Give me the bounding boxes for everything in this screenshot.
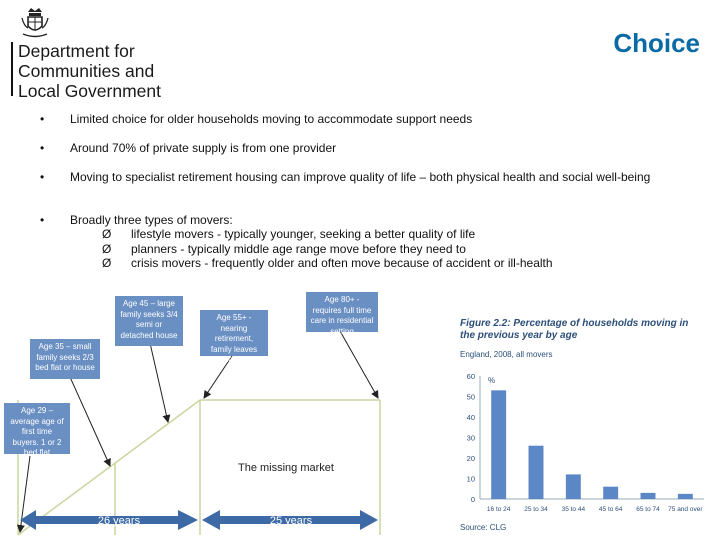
- span-label-right: 25 years: [269, 515, 313, 527]
- bullet-marker: •: [40, 112, 45, 126]
- bar: [678, 494, 693, 499]
- bar: [641, 493, 656, 499]
- y-tick-label: 50: [466, 392, 475, 402]
- org-name-line-2: Communities and: [18, 61, 155, 81]
- arrow-bullet-icon: Ø: [102, 227, 112, 241]
- sub-bullet-text: lifestyle movers - typically younger, seeking a better quality of life: [131, 227, 476, 241]
- callout-age-55: Age 55+ - nearing retirement, family leaves home: [200, 310, 268, 356]
- pointer-line: [70, 377, 110, 466]
- missing-market-label: The missing market: [238, 462, 334, 474]
- bullet-marker: •: [40, 170, 45, 184]
- royal-crest-icon: [20, 6, 50, 40]
- x-tick-label: 65 to 74: [636, 506, 660, 513]
- sub-bullet-text: crisis movers - frequently older and often move because of accident or ill-health: [131, 256, 553, 270]
- callout-age-45: Age 45 – large family seeks 3/4 semi or detached house: [115, 296, 183, 346]
- bullet-text-4: Broadly three types of movers:: [70, 213, 233, 227]
- org-name-line-1: Department for: [18, 41, 135, 61]
- chart-source: Source: CLG: [460, 523, 507, 532]
- arrow-bullet-icon: Ø: [102, 256, 112, 270]
- households-moving-bar-chart: [458, 368, 712, 520]
- callout-age-35: Age 35 – small family seeks 2/3 bed flat or house: [30, 339, 100, 379]
- x-tick-label: 35 to 44: [561, 506, 586, 513]
- y-tick-label: 10: [466, 474, 475, 484]
- pointer-line: [340, 331, 378, 398]
- bullet-text-3: Moving to specialist retirement housing can improve quality of life – both physical health and social well-being: [70, 170, 651, 184]
- y-tick-label: 40: [466, 413, 475, 422]
- x-tick-label: 25 to 34: [524, 506, 548, 513]
- org-name-line-3: Local Government: [18, 81, 161, 101]
- sub-bullet-1: [102, 227, 475, 242]
- bullet-marker: •: [40, 141, 45, 155]
- y-tick-label: 60: [466, 372, 475, 381]
- slide-title: Choice: [613, 28, 700, 58]
- bar: [491, 390, 506, 499]
- bullet-text-1: Limited choice for older households moving to accommodate support needs: [70, 112, 473, 126]
- bar: [529, 446, 544, 499]
- x-tick-label: 45 to 64: [598, 506, 623, 513]
- chart-title: Figure 2.2: Percentage of households moving in the previous year by age: [460, 318, 689, 341]
- x-tick-label: 16 to 24: [486, 506, 511, 513]
- y-tick-label: 30: [466, 433, 475, 443]
- sub-bullet-text: planners - typically middle age range move before they need to: [131, 241, 466, 256]
- bullet-marker: •: [40, 213, 45, 227]
- sub-bullet-2: [102, 242, 466, 257]
- y-tick-label: 20: [466, 454, 475, 463]
- chart-subtitle: England, 2008, all movers: [460, 350, 553, 359]
- bullet-text-2: Around 70% of private supply is from one provider: [70, 141, 337, 155]
- x-tick-label: 75 and over: [668, 506, 703, 513]
- callout-age-29: Age 29 – average age of first time buyers. 1 or 2 bed flat: [4, 403, 70, 454]
- logo-rule: [11, 42, 13, 96]
- span-label-left: 26 years: [97, 515, 141, 527]
- pointer-line: [150, 343, 168, 422]
- bar: [566, 474, 581, 499]
- sub-bullet-3: [102, 256, 553, 271]
- bar: [603, 487, 618, 499]
- arrow-bullet-icon: Ø: [102, 241, 112, 256]
- y-tick-label: 0: [470, 495, 475, 504]
- callout-age-80: Age 80+ - requires full time care in residential setting: [306, 292, 378, 332]
- y-axis-unit-label: %: [488, 376, 496, 385]
